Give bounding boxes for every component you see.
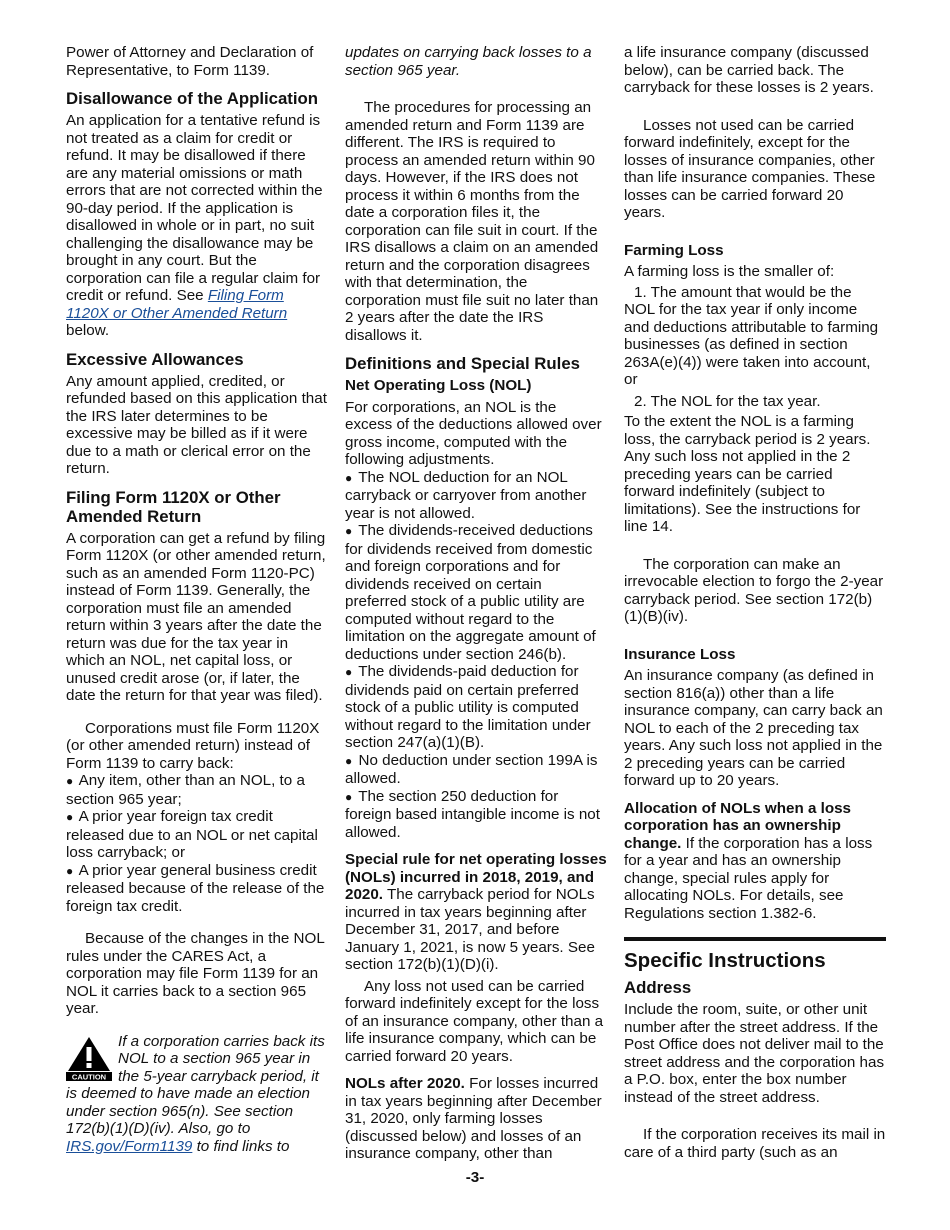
page-number: -3- bbox=[465, 1169, 485, 1186]
excessive-paragraph: Any amount applied, credited, or refunded based on this application that the IRS later determines to be excessive may be billed as if it were due to a math or clerical error on the return. bbox=[66, 372, 327, 477]
cares-paragraph: Because of the changes in the NOL rules under the CARES Act, a corporation may file Form 1139 for an NOL it carries back to a section 965 year. bbox=[66, 930, 325, 1017]
list-item: ● The dividends-paid deduction for dividends paid on certain preferred stock of a public utility is computed without regard to the limitation under section 247(a)(1)(B). bbox=[345, 663, 591, 751]
filing-form-1120x-link[interactable]: Filing Form 1120X or Other Amended Return bbox=[66, 287, 288, 322]
procedures-paragraph: The procedures for processing an amended return and Form 1139 are different. The IRS is required to process an amended return within 90 days. However, if the IRS does not process it within 6 months from the date a corporation files it, the corporation can file suit in court. If the IRS disallows a claim on an amended return and the corporation disagrees with that determination, the corporation must file suit no later than 2 years after the date the IRS disallows it. bbox=[345, 99, 599, 344]
continuation-paragraph: a life insurance company (discussed below), can be carried back. The carryback for these losses is 2 years. bbox=[624, 44, 874, 96]
list-item: ● The NOL deduction for an NOL carryback or carryover from another year is not allowed. bbox=[345, 468, 587, 522]
heading-farming-loss: Farming Loss bbox=[624, 241, 724, 259]
list-item: ● The section 250 deduction for foreign based intangible income is not allowed. bbox=[345, 787, 600, 841]
filing-paragraph: A corporation can get a refund by filing Form 1120X (or other amended return, such as an amended Form 1120-PC) instead of Form 1139. Generally, the corporation must file an amended return within 3 years after the date the return was due for the tax year in which an NOL, net capital loss, or unused credit arose (or, if later, the date the return for that year was filed). bbox=[66, 529, 326, 704]
bullet-icon: ● bbox=[345, 665, 353, 679]
irrevocable-paragraph: The corporation can make an irrevocable election to forgo the 2-year carryback period. See section 172(b)(1)(B)(iv). bbox=[624, 555, 884, 625]
farming-item-2: 2. The NOL for the tax year. bbox=[634, 392, 821, 410]
nols-after-2020-heading: NOLs after 2020. bbox=[345, 1075, 465, 1092]
corporations-paragraph: Corporations must file Form 1120X (or other amended return) instead of Form 1139 to carry back: bbox=[66, 719, 320, 772]
disallowance-end-text: below. bbox=[66, 322, 110, 339]
heading-address: Address bbox=[624, 978, 692, 997]
heading-filing-form-1120x: Filing Form 1120X or Other Amended Return bbox=[66, 487, 281, 526]
any-loss-paragraph: Any loss not used can be carried forward indefinitely except for the loss of an insurance company, other than a life insurance company, which can be carried forward 20 years. bbox=[345, 977, 604, 1065]
disallowance-text: An application for a tentative refund is not treated as a claim for credit or refund. It may be disallowed if there are any material omissions or math errors that are not corrected within the 90-day period. If the application is disallowed in whole or in part, no suit challenging the disallowance may be brought in any court. But the corporation can file a regular claim for credit or refund. See bbox=[66, 112, 323, 304]
heading-definitions: Definitions and Special Rules bbox=[345, 354, 580, 373]
heading-nol: Net Operating Loss (NOL) bbox=[345, 377, 532, 394]
list-item: ● Any item, other than an NOL, to a section 965 year; bbox=[66, 772, 305, 808]
column-1 bbox=[66, 44, 328, 1155]
continuation-paragraph: updates on carrying back losses to a section 965 year. bbox=[345, 44, 592, 79]
list-item: ● No deduction under section 199A is allowed. bbox=[345, 751, 598, 787]
special-rule-paragraph bbox=[345, 851, 607, 974]
losses-paragraph: Losses not used can be carried forward indefinitely, except for the losses of insurance companies, other than life insurance companies. These losses can be carried forward 20 years. bbox=[624, 116, 876, 221]
heading-insurance-loss: Insurance Loss bbox=[624, 645, 736, 663]
bullet-icon: ● bbox=[345, 753, 353, 768]
column-3 bbox=[624, 44, 886, 1161]
svg-text:CAUTION: CAUTION bbox=[71, 1072, 107, 1081]
list-item: ● A prior year general business credit released because of the release of the foreign tax credit. bbox=[66, 861, 325, 915]
care-paragraph: If the corporation receives its mail in care of a third party (such as an bbox=[624, 1126, 886, 1161]
nols-after-2020-text: For losses incurred in tax years beginning after December 31, 2020, only farming losses (discussed below) and losses of an insurance company, other than bbox=[345, 1075, 602, 1162]
special-rule-text: The carryback period for NOLs incurred in tax years beginning after December 31, 2017, and before January 1, 2021, is now 5 years. See section 172(b)(1)(D)(i). bbox=[345, 886, 595, 973]
extent-paragraph: To the extent the NOL is a farming loss, the carryback period is 2 years. Any such loss not applied in the 2 preceding years can be carried forward indefinitely (subject to limitations). See the instructions for line 14. bbox=[624, 413, 871, 535]
bullet-icon: ● bbox=[345, 789, 353, 804]
heading-excessive-allowances: Excessive Allowances bbox=[66, 349, 244, 369]
list-item: ● A prior year foreign tax credit released due to an NOL or net capital loss carryback; or bbox=[66, 808, 318, 861]
nols-after-2020-paragraph bbox=[345, 1075, 607, 1163]
disallowance-paragraph bbox=[66, 112, 328, 340]
bullet-icon: ● bbox=[345, 470, 353, 485]
column-2 bbox=[345, 44, 607, 1163]
list-item: ● The dividends-received deductions for dividends received from domestic and foreign corporations and for dividends received on certain preferred stock of a public utility are computed without regard to the limitation on the aggregate amount of deductions under section 246(b). bbox=[345, 522, 596, 663]
farming-paragraph: A farming loss is the smaller of: bbox=[624, 263, 835, 280]
bullet-icon: ● bbox=[66, 774, 74, 788]
caution-note bbox=[66, 1033, 328, 1156]
caution-text: If a corporation carries back its NOL to a section 965 year in the 5-year carryback period, it is deemed to have made an election under section 965(n). See section 172(b)(1)(D)(iv). Also, go to bbox=[66, 1032, 325, 1137]
heading-specific-instructions: Specific Instructions bbox=[624, 949, 826, 972]
bullet-icon: ● bbox=[345, 524, 353, 538]
caution-icon bbox=[66, 1035, 112, 1081]
allocation-paragraph bbox=[624, 800, 886, 923]
special-rule-heading: Special rule for net operating losses (NOLs) incurred in 2018, 2019, and 2020. bbox=[345, 851, 607, 903]
section-divider bbox=[624, 937, 886, 941]
caution-end-text: to find links to bbox=[196, 1137, 290, 1155]
allocation-text: If the corporation has a loss for a year and has an ownership change, special rules apply for allocating NOLs. For details, see Regulations section 1.382-6. bbox=[624, 834, 873, 922]
address-paragraph: Include the room, suite, or other unit number after the street address. If the Post Office does not deliver mail to the street address and the corporation has a P.O. box, enter the box number instead of the street address. bbox=[624, 1001, 885, 1106]
nol-paragraph: For corporations, an NOL is the excess of the deductions allowed over gross income, computed with the following adjustments. bbox=[345, 398, 602, 468]
intro-paragraph: Power of Attorney and Declaration of Representative, to Form 1139. bbox=[66, 44, 314, 79]
bullet-icon: ● bbox=[66, 810, 74, 824]
bullet-icon: ● bbox=[66, 863, 74, 878]
heading-disallowance: Disallowance of the Application bbox=[66, 89, 319, 108]
irs-form1139-link[interactable]: IRS.gov/Form1139 bbox=[66, 1137, 193, 1155]
farming-item-1: 1. The amount that would be the NOL for the tax year if only income and deductions attributable to farming businesses (as defined in section 263A(e)(4)) were taken into account, or bbox=[624, 283, 879, 388]
allocation-heading: Allocation of NOLs when a loss corporation has an ownership change. bbox=[624, 799, 851, 852]
insurance-paragraph: An insurance company (as defined in section 816(a)) other than a life insurance company, can carry back an NOL to each of the 2 preceding tax years. Any such loss not applied in the 2 preceding years can be carried forward up to 20 years. bbox=[624, 667, 883, 789]
